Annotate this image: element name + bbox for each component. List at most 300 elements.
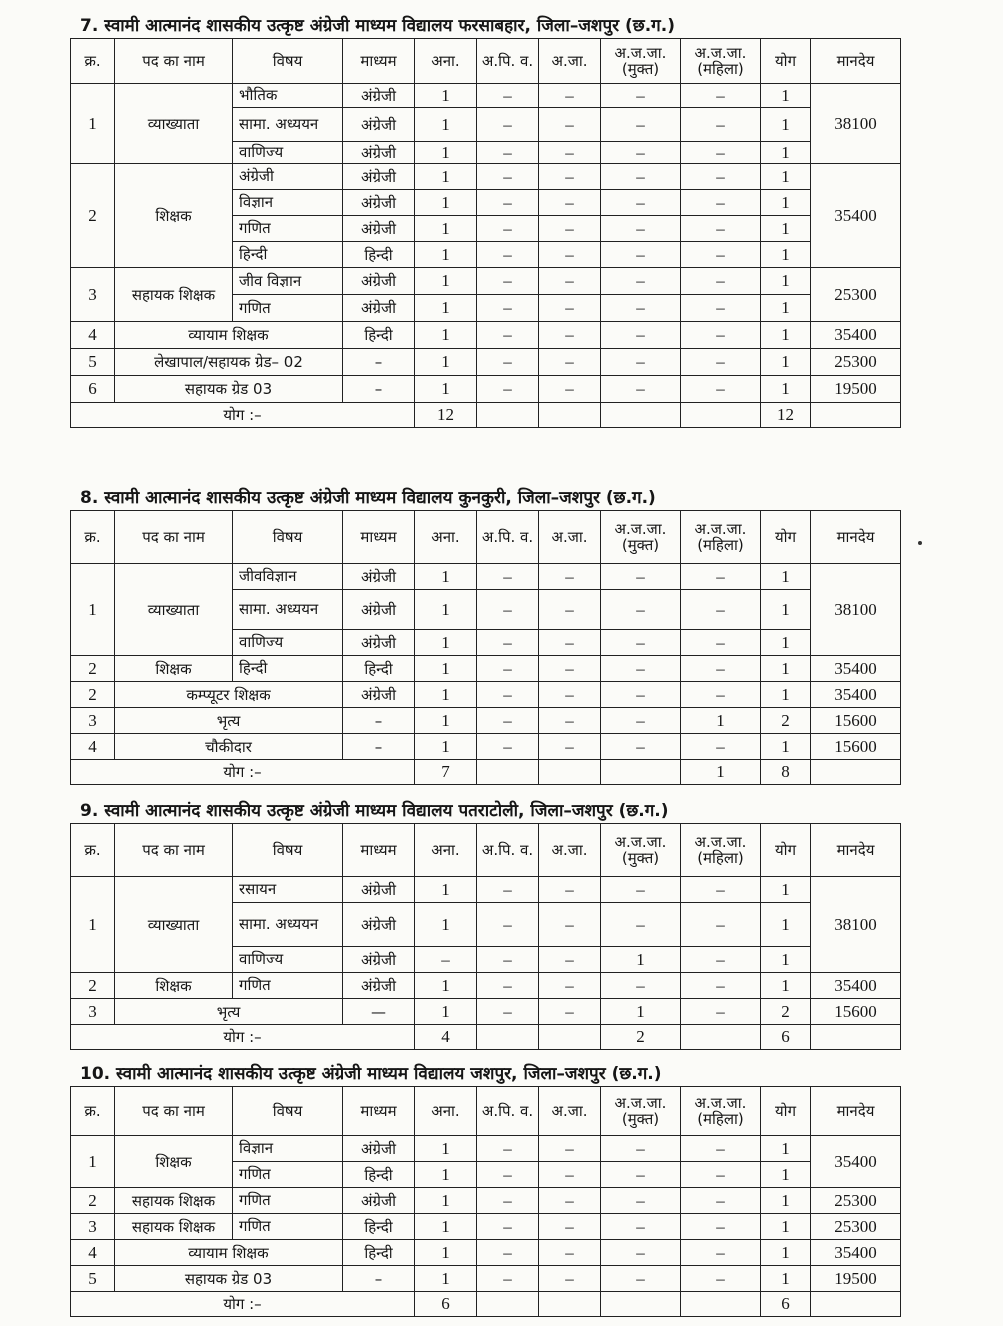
serial-number: 6 <box>71 376 115 403</box>
count-unreserved: 1 <box>415 877 477 903</box>
column-header: माध्यम <box>343 39 415 84</box>
count-st-female: – <box>681 999 761 1025</box>
row-total: 1 <box>761 376 811 403</box>
total-st-female: 1 <box>681 760 761 785</box>
medium: – <box>343 376 415 403</box>
column-header: माध्यम <box>343 824 415 877</box>
count-sc: – <box>539 947 601 973</box>
subject: गणित <box>233 973 343 999</box>
count-st-open: – <box>601 268 681 295</box>
post-name: भृत्य <box>115 999 343 1025</box>
count-st-open: – <box>601 295 681 322</box>
serial-number: 2 <box>71 1188 115 1214</box>
serial-number: 4 <box>71 1240 115 1266</box>
row-total: 1 <box>761 295 811 322</box>
table-row <box>71 1266 901 1292</box>
count-unreserved: 1 <box>415 349 477 376</box>
serial-number: 3 <box>71 1214 115 1240</box>
total-obc <box>477 403 539 428</box>
section-jashpur <box>70 1062 910 1317</box>
count-st-open: – <box>601 564 681 590</box>
column-header: अ.पि. व. <box>477 39 539 84</box>
subject: रसायन <box>233 877 343 903</box>
subject: जीव विज्ञान <box>233 268 343 295</box>
serial-number: 2 <box>71 682 115 708</box>
table-row <box>71 877 901 903</box>
count-sc: – <box>539 1266 601 1292</box>
totals-row <box>71 760 901 785</box>
count-unreserved: 1 <box>415 164 477 190</box>
count-obc: – <box>477 656 539 682</box>
total-label: योग :– <box>71 1292 415 1317</box>
column-header: अ.पि. व. <box>477 511 539 564</box>
count-unreserved: 1 <box>415 973 477 999</box>
honorarium: 35400 <box>811 322 901 349</box>
table-row <box>71 1136 901 1162</box>
row-total: 1 <box>761 973 811 999</box>
honorarium: 15600 <box>811 734 901 760</box>
count-st-open: – <box>601 734 681 760</box>
total-st-open <box>601 760 681 785</box>
honorarium: 35400 <box>811 973 901 999</box>
grand-total: 8 <box>761 760 811 785</box>
table-row <box>71 708 901 734</box>
count-st-open: – <box>601 1214 681 1240</box>
count-st-female: – <box>681 1240 761 1266</box>
row-total: 1 <box>761 216 811 242</box>
post-name: सहायक शिक्षक <box>115 1188 233 1214</box>
post-name: सहायक ग्रेड 03 <box>115 1266 343 1292</box>
honorarium: 15600 <box>811 999 901 1025</box>
honorarium: 25300 <box>811 1188 901 1214</box>
honorarium: 35400 <box>811 164 901 268</box>
row-total: 1 <box>761 682 811 708</box>
count-sc: – <box>539 349 601 376</box>
count-st-female: – <box>681 349 761 376</box>
count-unreserved: 1 <box>415 590 477 630</box>
count-sc: – <box>539 268 601 295</box>
count-obc: – <box>477 973 539 999</box>
serial-number: 5 <box>71 1266 115 1292</box>
subject: सामा. अध्ययन <box>233 108 343 142</box>
medium: अंग्रेजी <box>343 973 415 999</box>
column-header: मानदेय <box>811 511 901 564</box>
serial-number: 1 <box>71 84 115 164</box>
serial-number: 4 <box>71 734 115 760</box>
count-sc: – <box>539 1162 601 1188</box>
count-obc: – <box>477 142 539 164</box>
count-st-open: – <box>601 903 681 947</box>
count-obc: – <box>477 190 539 216</box>
column-header: मानदेय <box>811 39 901 84</box>
post-name: व्याख्याता <box>115 877 233 973</box>
total-sc <box>539 760 601 785</box>
grand-total: 6 <box>761 1292 811 1317</box>
totals-row <box>71 403 901 428</box>
table-row <box>71 973 901 999</box>
column-header: अ.ज.जा. (मुक्त) <box>601 824 681 877</box>
count-obc: – <box>477 999 539 1025</box>
column-header: पद का नाम <box>115 824 233 877</box>
total-label: योग :– <box>71 1025 415 1050</box>
serial-number: 1 <box>71 564 115 656</box>
total-sc <box>539 403 601 428</box>
count-st-female: – <box>681 973 761 999</box>
subject: अंग्रेजी <box>233 164 343 190</box>
column-header: अ.ज.जा. (महिला) <box>681 511 761 564</box>
count-obc: – <box>477 108 539 142</box>
count-unreserved: 1 <box>415 1188 477 1214</box>
row-total: 1 <box>761 1266 811 1292</box>
row-total: 1 <box>761 877 811 903</box>
count-sc: – <box>539 190 601 216</box>
count-st-female: – <box>681 190 761 216</box>
count-unreserved: 1 <box>415 84 477 108</box>
subject: जीवविज्ञान <box>233 564 343 590</box>
row-total: 1 <box>761 630 811 656</box>
table-row <box>71 268 901 295</box>
post-name: शिक्षक <box>115 656 233 682</box>
count-unreserved: 1 <box>415 1136 477 1162</box>
count-sc: – <box>539 564 601 590</box>
post-name: शिक्षक <box>115 973 233 999</box>
medium: हिन्दी <box>343 242 415 268</box>
count-sc: – <box>539 322 601 349</box>
medium: हिन्दी <box>343 1162 415 1188</box>
post-name: सहायक ग्रेड 03 <box>115 376 343 403</box>
count-obc: – <box>477 682 539 708</box>
honorarium: 19500 <box>811 376 901 403</box>
count-obc: – <box>477 564 539 590</box>
count-sc: – <box>539 1188 601 1214</box>
medium: अंग्रेजी <box>343 268 415 295</box>
count-st-open: 1 <box>601 947 681 973</box>
subject: विज्ञान <box>233 190 343 216</box>
serial-number: 4 <box>71 322 115 349</box>
row-total: 2 <box>761 999 811 1025</box>
column-header: योग <box>761 824 811 877</box>
row-total: 1 <box>761 590 811 630</box>
honorarium: 25300 <box>811 1214 901 1240</box>
column-header: अ.जा. <box>539 1087 601 1136</box>
count-obc: – <box>477 708 539 734</box>
count-sc: – <box>539 164 601 190</box>
section-title: 10. स्वामी आत्मानंद शासकीय उत्कृष्ट अंग्रेजी माध्यम विद्यालय जशपुर, जिला–जशपुर (छ.ग.) <box>80 1064 662 1084</box>
section-farsabahar <box>70 14 910 428</box>
count-st-female: – <box>681 1162 761 1188</box>
count-sc: – <box>539 376 601 403</box>
count-sc: – <box>539 108 601 142</box>
count-st-female: – <box>681 108 761 142</box>
medium: – <box>343 708 415 734</box>
row-total: 1 <box>761 1162 811 1188</box>
medium: अंग्रेजी <box>343 682 415 708</box>
count-st-female: – <box>681 1136 761 1162</box>
count-obc: – <box>477 734 539 760</box>
count-st-open: 1 <box>601 999 681 1025</box>
count-st-open: – <box>601 1240 681 1266</box>
serial-number: 2 <box>71 656 115 682</box>
row-total: 1 <box>761 1240 811 1266</box>
count-obc: – <box>477 376 539 403</box>
count-sc: – <box>539 84 601 108</box>
total-label: योग :– <box>71 403 415 428</box>
count-st-open: – <box>601 142 681 164</box>
count-sc: – <box>539 295 601 322</box>
serial-number: 3 <box>71 268 115 322</box>
count-sc: – <box>539 708 601 734</box>
table-row <box>71 999 901 1025</box>
honorarium: 25300 <box>811 349 901 376</box>
count-st-female: – <box>681 734 761 760</box>
medium: अंग्रेजी <box>343 84 415 108</box>
total-obc <box>477 1025 539 1050</box>
column-header: क्र. <box>71 1087 115 1136</box>
count-st-open: – <box>601 216 681 242</box>
count-st-female: – <box>681 1188 761 1214</box>
count-unreserved: 1 <box>415 1240 477 1266</box>
subject: गणित <box>233 1214 343 1240</box>
row-total: 1 <box>761 142 811 164</box>
column-header: पद का नाम <box>115 1087 233 1136</box>
medium: हिन्दी <box>343 656 415 682</box>
serial-number: 2 <box>71 973 115 999</box>
post-name: चौकीदार <box>115 734 343 760</box>
count-obc: – <box>477 903 539 947</box>
total-unreserved: 7 <box>415 760 477 785</box>
header-row <box>71 511 901 564</box>
count-obc: – <box>477 947 539 973</box>
honorarium: 35400 <box>811 682 901 708</box>
count-unreserved: 1 <box>415 708 477 734</box>
count-unreserved: 1 <box>415 734 477 760</box>
count-unreserved: 1 <box>415 656 477 682</box>
column-header: अना. <box>415 511 477 564</box>
count-st-open: – <box>601 242 681 268</box>
row-total: 1 <box>761 268 811 295</box>
total-st-female <box>681 1025 761 1050</box>
table-row <box>71 376 901 403</box>
header-row <box>71 824 901 877</box>
column-header: अ.जा. <box>539 39 601 84</box>
count-sc: – <box>539 1136 601 1162</box>
count-st-open: – <box>601 590 681 630</box>
row-total: 1 <box>761 734 811 760</box>
column-header: अ.ज.जा. (मुक्त) <box>601 1087 681 1136</box>
section-title: 8. स्वामी आत्मानंद शासकीय उत्कृष्ट अंग्रेजी माध्यम विद्यालय कुनकुरी, जिला–जशपुर (छ.ग.) <box>80 488 656 508</box>
serial-number: 1 <box>71 877 115 973</box>
column-header: पद का नाम <box>115 511 233 564</box>
table-row <box>71 164 901 190</box>
count-st-female: – <box>681 656 761 682</box>
honorarium: 35400 <box>811 656 901 682</box>
subject: हिन्दी <box>233 656 343 682</box>
totals-row <box>71 1025 901 1050</box>
serial-number: 5 <box>71 349 115 376</box>
subject: सामा. अध्ययन <box>233 903 343 947</box>
post-name: व्यायाम शिक्षक <box>115 1240 343 1266</box>
count-obc: – <box>477 1136 539 1162</box>
count-st-open: – <box>601 108 681 142</box>
serial-number: 1 <box>71 1136 115 1188</box>
table-row <box>71 1214 901 1240</box>
count-obc: – <box>477 216 539 242</box>
column-header: अना. <box>415 1087 477 1136</box>
count-sc: – <box>539 1240 601 1266</box>
row-total: 1 <box>761 564 811 590</box>
row-total: 2 <box>761 708 811 734</box>
count-sc: – <box>539 1214 601 1240</box>
column-header: अ.जा. <box>539 824 601 877</box>
total-st-female <box>681 1292 761 1317</box>
medium: अंग्रेजी <box>343 564 415 590</box>
table-row <box>71 656 901 682</box>
totals-row <box>71 1292 901 1317</box>
post-name: व्याख्याता <box>115 564 233 656</box>
serial-number: 3 <box>71 999 115 1025</box>
vacancy-table <box>70 510 901 785</box>
total-unreserved: 12 <box>415 403 477 428</box>
count-unreserved: 1 <box>415 242 477 268</box>
honorarium: 19500 <box>811 1266 901 1292</box>
count-obc: – <box>477 1162 539 1188</box>
count-st-open: – <box>601 877 681 903</box>
section-title: 7. स्वामी आत्मानंद शासकीय उत्कृष्ट अंग्रेजी माध्यम विद्यालय फरसाबहार, जिला–जशपुर (छ.ग.) <box>80 16 675 36</box>
column-header: क्र. <box>71 511 115 564</box>
column-header: अ.पि. व. <box>477 824 539 877</box>
count-obc: – <box>477 268 539 295</box>
row-total: 1 <box>761 190 811 216</box>
subject: गणित <box>233 295 343 322</box>
medium: अंग्रेजी <box>343 590 415 630</box>
count-st-female: – <box>681 1214 761 1240</box>
header-row <box>71 39 901 84</box>
medium: अंग्रेजी <box>343 903 415 947</box>
count-unreserved: 1 <box>415 142 477 164</box>
total-st-open: 2 <box>601 1025 681 1050</box>
column-header: योग <box>761 39 811 84</box>
table-row <box>71 84 901 108</box>
medium: अंग्रेजी <box>343 190 415 216</box>
subject: भौतिक <box>233 84 343 108</box>
count-sc: – <box>539 656 601 682</box>
column-header: मानदेय <box>811 824 901 877</box>
column-header: योग <box>761 511 811 564</box>
count-st-female: – <box>681 84 761 108</box>
count-unreserved: 1 <box>415 376 477 403</box>
count-obc: – <box>477 242 539 268</box>
count-unreserved: 1 <box>415 682 477 708</box>
total-unreserved: 6 <box>415 1292 477 1317</box>
count-st-female: 1 <box>681 708 761 734</box>
medium: — <box>343 999 415 1025</box>
honorarium: 15600 <box>811 708 901 734</box>
count-st-female: – <box>681 590 761 630</box>
count-st-open: – <box>601 164 681 190</box>
count-sc: – <box>539 903 601 947</box>
count-obc: – <box>477 164 539 190</box>
column-header: विषय <box>233 39 343 84</box>
count-st-female: – <box>681 903 761 947</box>
column-header: अना. <box>415 39 477 84</box>
row-total: 1 <box>761 108 811 142</box>
medium: अंग्रेजी <box>343 947 415 973</box>
subject: गणित <box>233 1162 343 1188</box>
count-sc: – <box>539 142 601 164</box>
subject: विज्ञान <box>233 1136 343 1162</box>
column-header: पद का नाम <box>115 39 233 84</box>
honorarium: 35400 <box>811 1136 901 1188</box>
medium: अंग्रेजी <box>343 630 415 656</box>
count-obc: – <box>477 630 539 656</box>
count-st-female: – <box>681 322 761 349</box>
count-sc: – <box>539 242 601 268</box>
count-unreserved: 1 <box>415 108 477 142</box>
count-st-open: – <box>601 1266 681 1292</box>
honorarium: 25300 <box>811 268 901 322</box>
medium: अंग्रेजी <box>343 142 415 164</box>
serial-number: 3 <box>71 708 115 734</box>
count-obc: – <box>477 1240 539 1266</box>
honorarium: 38100 <box>811 84 901 164</box>
post-name: सहायक शिक्षक <box>115 1214 233 1240</box>
count-st-female: – <box>681 242 761 268</box>
grand-total: 6 <box>761 1025 811 1050</box>
post-name: शिक्षक <box>115 1136 233 1188</box>
count-st-female: – <box>681 630 761 656</box>
vacancy-table <box>70 38 901 428</box>
total-st-open <box>601 403 681 428</box>
total-sc <box>539 1292 601 1317</box>
subject: गणित <box>233 216 343 242</box>
column-header: विषय <box>233 1087 343 1136</box>
count-unreserved: 1 <box>415 564 477 590</box>
subject: वाणिज्य <box>233 142 343 164</box>
post-name: व्यायाम शिक्षक <box>115 322 343 349</box>
grand-total: 12 <box>761 403 811 428</box>
post-name: कम्प्यूटर शिक्षक <box>115 682 343 708</box>
column-header: विषय <box>233 511 343 564</box>
count-st-female: – <box>681 947 761 973</box>
column-header: माध्यम <box>343 1087 415 1136</box>
column-header: अ.पि. व. <box>477 1087 539 1136</box>
count-st-open: – <box>601 630 681 656</box>
count-sc: – <box>539 630 601 656</box>
count-obc: – <box>477 322 539 349</box>
count-unreserved: 1 <box>415 268 477 295</box>
column-header: अ.जा. <box>539 511 601 564</box>
count-obc: – <box>477 1266 539 1292</box>
vacancy-table <box>70 823 901 1050</box>
table-row <box>71 349 901 376</box>
subject: हिन्दी <box>233 242 343 268</box>
count-sc: – <box>539 877 601 903</box>
count-sc: – <box>539 999 601 1025</box>
count-unreserved: 1 <box>415 1214 477 1240</box>
medium: – <box>343 734 415 760</box>
section-patratoli <box>70 799 910 1050</box>
count-unreserved: 1 <box>415 322 477 349</box>
count-obc: – <box>477 295 539 322</box>
count-st-female: – <box>681 142 761 164</box>
medium: अंग्रेजी <box>343 877 415 903</box>
count-st-open: – <box>601 349 681 376</box>
count-obc: – <box>477 84 539 108</box>
total-st-female <box>681 403 761 428</box>
count-sc: – <box>539 734 601 760</box>
row-total: 1 <box>761 164 811 190</box>
total-honorarium-blank <box>811 760 901 785</box>
